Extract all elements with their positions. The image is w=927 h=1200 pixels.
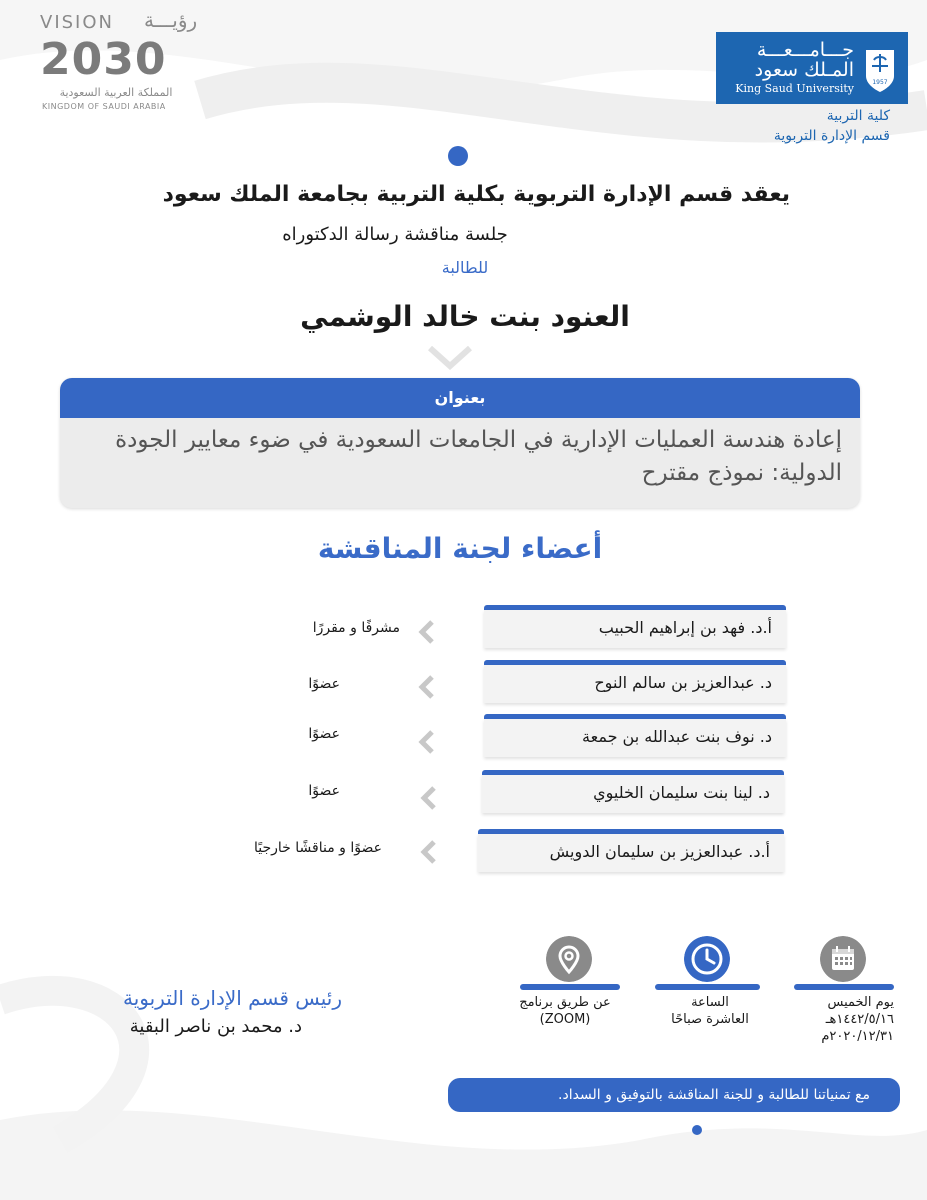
member-name: د. نوف بنت عبدالله بن جمعة xyxy=(582,727,772,746)
vision-country-english: KINGDOM OF SAUDI ARABIA xyxy=(42,102,166,111)
date-gregorian: ٢٠٢٠/١٢/٣١م xyxy=(821,1029,894,1044)
date-day: يوم الخميس xyxy=(827,995,894,1010)
date-hijri: ١٤٤٢/٥/١٦هـ xyxy=(825,1012,894,1027)
closing-wish-text: مع تمنياتنا للطالبة و للجنة المناقشة بالتوفيق و السداد. xyxy=(558,1087,870,1103)
ksu-logo xyxy=(716,32,908,104)
member-role: عضوًا و مناقشًا خارجيًا xyxy=(254,840,382,856)
college-info xyxy=(700,106,890,146)
committee-member xyxy=(484,714,786,758)
session-venue xyxy=(510,994,620,1028)
date-underline xyxy=(794,984,894,990)
committee-member xyxy=(478,829,784,873)
chevron-left-icon xyxy=(416,675,436,699)
member-name: أ.د. فهد بن إبراهيم الحبيب xyxy=(598,618,772,637)
session-date xyxy=(780,994,894,1045)
committee-heading: أعضاء لجنة المناقشة xyxy=(317,532,603,565)
time-underline xyxy=(655,984,760,990)
department-head-title: رئيس قسم الإدارة التربوية xyxy=(122,986,342,1010)
ksu-name-english: King Saud University xyxy=(735,82,854,95)
ksu-name-arabic xyxy=(755,40,854,80)
location-pin-icon xyxy=(546,936,592,982)
chevron-left-icon xyxy=(418,840,438,864)
venue-label: عن طريق برنامج xyxy=(519,995,611,1010)
ksu-year: 1957 xyxy=(872,79,888,86)
member-name: د. لينا بنت سليمان الخليوي xyxy=(593,783,770,802)
committee-member xyxy=(484,605,786,649)
committee-member xyxy=(482,770,784,814)
time-label: الساعة xyxy=(691,995,729,1010)
vision-2030-logo xyxy=(40,8,200,112)
chevron-down-icon xyxy=(428,346,472,370)
member-name: د. عبدالعزيز بن سالم النوح xyxy=(594,673,772,692)
chevron-left-icon xyxy=(418,786,438,810)
for-student-label: للطالبة xyxy=(441,258,489,277)
department-head-name: د. محمد بن ناصر البقية xyxy=(129,1016,302,1037)
chevron-left-icon xyxy=(416,620,436,644)
decorative-dot xyxy=(448,146,468,166)
vision-arabic-text: رؤيـــة xyxy=(144,8,198,32)
announcement-line2: جلسة مناقشة رسالة الدكتوراه xyxy=(282,224,508,245)
vision-year: 2030 xyxy=(40,34,167,85)
thesis-title: إعادة هندسة العمليات الإدارية في الجامعات السعودية في ضوء معايير الجودة الدولية: نموذج مقترح xyxy=(115,427,842,486)
venue-underline xyxy=(520,984,620,990)
decorative-dot-small xyxy=(692,1125,702,1135)
session-time xyxy=(660,994,760,1028)
student-name: العنود بنت خالد الوشمي xyxy=(300,300,630,333)
thesis-title-box xyxy=(60,378,860,508)
calendar-icon xyxy=(820,936,866,982)
venue-value: (ZOOM) xyxy=(539,1012,591,1027)
department-name: قسم الإدارة التربوية xyxy=(773,128,890,144)
time-value: العاشرة صباحًا xyxy=(671,1012,749,1027)
committee-member xyxy=(484,660,786,704)
member-name: أ.د. عبدالعزيز بن سليمان الدويش xyxy=(549,842,770,861)
member-role: عضوًا xyxy=(308,726,340,742)
member-role: مشرفًا و مقررًا xyxy=(312,620,400,636)
ksu-emblem-icon xyxy=(862,40,898,96)
ksu-name-arabic-line1: جـــامـــعـــة xyxy=(756,39,854,61)
closing-wish-banner xyxy=(448,1078,900,1112)
chevron-left-icon xyxy=(416,730,436,754)
member-role: عضوًا xyxy=(308,783,340,799)
announcement-line1: يعقد قسم الإدارة التربوية بكلية التربية بجامعة الملك سعود xyxy=(162,182,790,207)
ksu-name-arabic-line2: المـلك سعود xyxy=(754,59,854,81)
thesis-header: بعنوان xyxy=(60,378,860,418)
clock-icon xyxy=(684,936,730,982)
member-role: عضوًا xyxy=(308,676,340,692)
college-name: كلية التربية xyxy=(826,108,890,124)
vision-text: VISION xyxy=(40,12,114,33)
vision-country-arabic: المملكة العربية السعودية xyxy=(59,86,173,99)
